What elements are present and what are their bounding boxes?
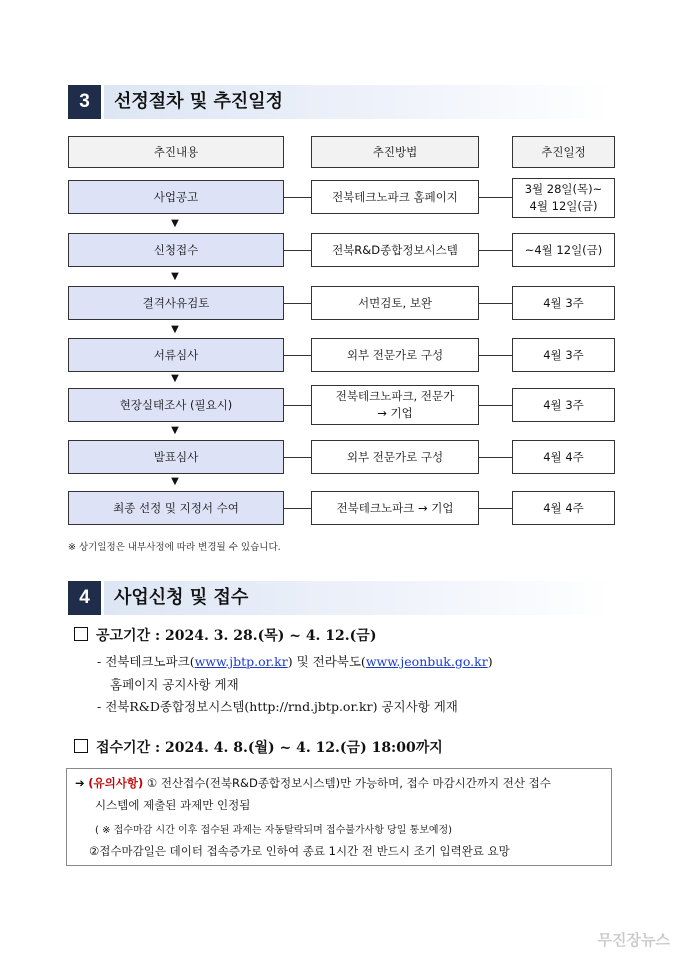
method-line: 전북테크노파크, 전문가 <box>335 389 455 403</box>
connector-line <box>284 405 311 406</box>
method-cell: 전북R&D종합정보시스템 <box>311 233 479 267</box>
schedule-cell: 4월 3주 <box>512 338 615 372</box>
flow-step-presentation-review: 발표심사 <box>68 440 284 474</box>
schedule-cell: 4월 4주 <box>512 440 615 474</box>
section-number: 4 <box>68 581 101 615</box>
connector-line <box>479 197 512 198</box>
caution-line-3: ( ※ 접수마감 시간 이후 접수된 과제는 자동탈락되며 접수불가사항 당일 통보예정) <box>95 825 453 836</box>
down-arrow-icon: ▼ <box>171 271 179 282</box>
method-cell: 전북테크노파크 → 기업 <box>311 491 479 525</box>
connector-line <box>284 250 311 251</box>
down-arrow-icon: ▼ <box>171 425 179 436</box>
watermark-logo: 무진장뉴스 <box>597 931 670 949</box>
announce-period <box>74 625 376 645</box>
schedule-cell: 4월 4주 <box>512 491 615 525</box>
down-arrow-icon: ▼ <box>171 324 179 335</box>
schedule-cell <box>512 178 615 218</box>
connector-line <box>479 355 512 356</box>
text: ) <box>487 654 493 669</box>
header-content: 추진내용 <box>68 136 284 168</box>
text: - 전북테크노파크( <box>97 654 195 669</box>
announce-line-1 <box>97 652 493 670</box>
method-cell: 외부 전문가로 구성 <box>311 440 479 474</box>
text: ) 및 전라북도( <box>287 654 366 669</box>
method-cell: 서면검토, 보완 <box>311 286 479 320</box>
connector-line <box>479 303 512 304</box>
schedule-line: 3월 28일(목)~ <box>524 182 603 196</box>
header-schedule: 추진일정 <box>512 136 615 168</box>
schedule-line: 4월 12일(금) <box>529 199 598 213</box>
arrow-right-icon: ➔ <box>75 776 85 790</box>
schedule-cell: 4월 3주 <box>512 286 615 320</box>
caution-box <box>66 768 612 866</box>
flow-step-announcement: 사업공고 <box>68 180 284 214</box>
connector-line <box>479 250 512 251</box>
flow-step-document-review: 서류심사 <box>68 338 284 372</box>
connector-line <box>284 457 311 458</box>
down-arrow-icon: ▼ <box>171 373 179 384</box>
schedule-note: ※ 상기일정은 내부사정에 따라 변경될 수 있습니다. <box>68 542 281 553</box>
method-line: → 기업 <box>377 406 413 420</box>
method-cell: 전북테크노파크 홈페이지 <box>311 180 479 214</box>
receipt-period-text: 접수기간 : 2024. 4. 8.(월) ~ 4. 12.(금) 18:00까지 <box>96 740 443 756</box>
schedule-cell: ~4월 12일(금) <box>512 233 615 267</box>
connector-line <box>479 457 512 458</box>
section-title: 선정절차 및 추진일정 <box>114 91 284 112</box>
jeonbuk-link[interactable]: www.jeonbuk.go.kr <box>365 654 488 669</box>
section-3-header <box>68 85 613 119</box>
flow-step-eligibility-review: 결격사유검토 <box>68 286 284 320</box>
checkbox-square-icon <box>74 627 88 641</box>
connector-line <box>479 405 512 406</box>
caution-text: ① 전산접수(전북R&D종합정보시스템)만 가능하며, 접수 마감시간까지 전산 접수 <box>146 776 551 790</box>
jbtp-link[interactable]: www.jbtp.or.kr <box>194 654 288 669</box>
header-method: 추진방법 <box>311 136 479 168</box>
method-cell <box>311 385 479 425</box>
flow-step-site-inspection: 현장실태조사 (필요시) <box>68 388 284 422</box>
caution-line-1 <box>75 775 551 791</box>
connector-line <box>284 303 311 304</box>
schedule-cell: 4월 3주 <box>512 388 615 422</box>
announce-period-text: 공고기간 : 2024. 3. 28.(목) ~ 4. 12.(금) <box>96 628 377 644</box>
section-number: 3 <box>68 85 101 119</box>
connector-line <box>284 197 311 198</box>
receipt-period <box>74 737 443 757</box>
section-4-header <box>68 581 613 615</box>
down-arrow-icon: ▼ <box>171 218 179 229</box>
announce-line-3: - 전북R&D종합정보시스템(http://rnd.jbtp.or.kr) 공지사항 게재 <box>97 699 458 714</box>
connector-line <box>284 508 311 509</box>
section-title: 사업신청 및 접수 <box>114 587 249 608</box>
down-arrow-icon: ▼ <box>171 476 179 487</box>
checkbox-square-icon <box>74 739 88 753</box>
announce-line-2: 홈페이지 공지사항 게재 <box>110 677 239 692</box>
method-cell: 외부 전문가로 구성 <box>311 338 479 372</box>
connector-line <box>479 508 512 509</box>
flow-step-application: 신청접수 <box>68 233 284 267</box>
caution-label: (유의사항) <box>88 776 144 790</box>
caution-line-2: 시스템에 제출된 과제만 인정됨 <box>95 798 251 812</box>
flow-step-final-selection: 최종 선정 및 지정서 수여 <box>68 491 284 525</box>
caution-line-4: ②접수마감일은 데이터 접속증가로 인하여 종료 1시간 전 반드시 조기 입력완료 요망 <box>89 844 510 858</box>
connector-line <box>284 355 311 356</box>
